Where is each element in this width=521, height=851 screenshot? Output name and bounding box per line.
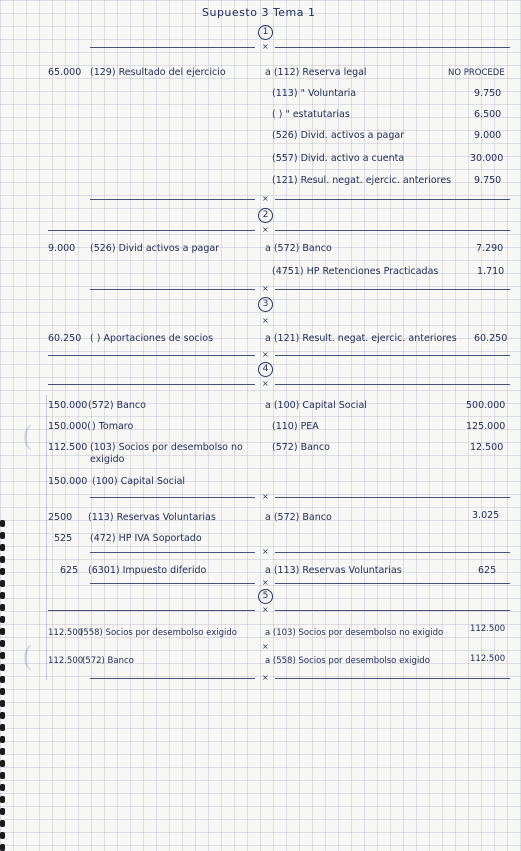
credit-amount: NO PROCEDE	[448, 68, 505, 78]
credit-account: (113) " Voluntaria	[272, 88, 357, 99]
credit-account: a (100) Capital Social	[265, 400, 367, 411]
debit-account: (6301) Impuesto diferido	[88, 565, 207, 576]
debit-amount: 150.000(	[48, 421, 91, 432]
cross-mark: ×	[262, 225, 269, 234]
credit-account: (526) Divid. activos a pagar	[272, 130, 405, 141]
debit-amount: 150.000	[48, 400, 88, 411]
credit-amount: 112.500	[470, 624, 506, 634]
debit-amount: 150.000	[48, 476, 88, 487]
rule	[48, 230, 255, 231]
credit-amount: 9.750	[474, 175, 502, 186]
margin-line	[46, 395, 47, 680]
debit-amount: 112.500	[48, 442, 88, 453]
rule	[90, 289, 255, 290]
spiral-hole	[0, 736, 5, 743]
credit-amount: 500.000	[466, 400, 506, 411]
credit-account: ( ) " estatutarias	[272, 109, 350, 120]
credit-account: (110) PEA	[272, 421, 319, 432]
spiral-hole	[0, 772, 5, 779]
spiral-hole	[0, 796, 5, 803]
rule	[90, 583, 255, 584]
rule	[275, 355, 510, 356]
spiral-hole	[0, 532, 5, 539]
credit-account: (572) Banco	[272, 442, 330, 453]
rule	[275, 199, 510, 200]
credit-amount: 60.250	[474, 333, 508, 344]
cross-mark: ×	[262, 350, 269, 359]
spiral-hole	[0, 520, 5, 527]
rule	[275, 289, 510, 290]
credit-account: a (572) Banco	[265, 243, 332, 254]
spiral-hole	[0, 724, 5, 731]
debit-amount: 525	[54, 533, 73, 544]
entry-number-3: 3	[258, 297, 273, 312]
pencil-mark: (	[22, 640, 33, 673]
spiral-hole	[0, 688, 5, 695]
spiral-hole	[0, 616, 5, 623]
debit-account: ( ) Aportaciones de socios	[90, 333, 214, 344]
debit-account: ) Tomaro	[92, 421, 134, 432]
page-title: Supuesto 3 Tema 1	[202, 6, 316, 19]
spiral-hole	[0, 784, 5, 791]
spiral-hole	[0, 580, 5, 587]
credit-amount: 6.500	[474, 109, 502, 120]
spiral-hole	[0, 748, 5, 755]
cross-mark: ×	[262, 194, 269, 203]
credit-amount: 112.500	[470, 654, 506, 664]
spiral-hole	[0, 676, 5, 683]
rule	[90, 497, 255, 498]
credit-account: (4751) HP Retenciones Practicadas	[272, 266, 439, 277]
credit-account: a (103) Socios por desembolso no exigido	[265, 628, 444, 638]
entry-number-2: 2	[258, 208, 273, 223]
rule	[275, 230, 510, 231]
entry-number-4: 4	[258, 362, 273, 377]
credit-account: (121) Resul. negat. ejercic. anteriores	[272, 175, 452, 186]
spiral-hole	[0, 556, 5, 563]
rule	[275, 47, 510, 48]
cross-mark: ×	[262, 578, 269, 587]
credit-amount: 125.000	[466, 421, 506, 432]
cross-mark: ×	[262, 284, 269, 293]
credit-amount: 9.750	[474, 88, 502, 99]
debit-account: (572) Banco	[88, 400, 146, 411]
credit-amount: 12.500	[470, 442, 504, 453]
rule	[275, 678, 510, 679]
spiral-hole	[0, 808, 5, 815]
rule	[275, 552, 510, 553]
credit-amount: 1.710	[477, 266, 505, 277]
credit-account: a (113) Reservas Voluntarias	[265, 565, 402, 576]
pencil-mark: (	[22, 420, 33, 453]
debit-amount: 9.000	[48, 243, 76, 254]
debit-account: (472) HP IVA Soportado	[90, 533, 202, 544]
rule	[90, 678, 255, 679]
debit-amount: 112.500	[48, 656, 84, 666]
credit-account: a (572) Banco	[265, 512, 332, 523]
rule	[275, 610, 510, 611]
debit-account: (558) Socios por desembolso exigido	[80, 628, 237, 638]
spiral-hole	[0, 640, 5, 647]
spiral-hole	[0, 568, 5, 575]
spiral-hole	[0, 604, 5, 611]
credit-account: (557) Divid. activo a cuenta	[272, 153, 405, 164]
debit-account: (103) Socios por desembolso no exigido	[90, 442, 243, 465]
rule	[48, 355, 255, 356]
debit-account: (572) Banco	[82, 656, 134, 666]
cross-mark: ×	[262, 379, 269, 388]
spiral-hole	[0, 664, 5, 671]
debit-amount: 60.250	[48, 333, 82, 344]
rule	[90, 552, 255, 553]
spiral-hole	[0, 712, 5, 719]
debit-account: (113) Reservas Voluntarias	[88, 512, 216, 523]
spiral-hole	[0, 544, 5, 551]
rule	[275, 384, 510, 385]
credit-amount: 7.290	[476, 243, 504, 254]
credit-account: a (121) Result. negat. ejercic. anteriores	[265, 333, 457, 344]
rule	[90, 199, 255, 200]
rule	[275, 497, 510, 498]
debit-account: (100) Capital Social	[92, 476, 186, 487]
debit-amount: 625	[60, 565, 79, 576]
spiral-hole	[0, 652, 5, 659]
debit-amount: 65.000	[48, 67, 82, 78]
cross-mark: ×	[262, 316, 269, 325]
rule	[275, 583, 510, 584]
cross-mark: ×	[262, 492, 269, 501]
debit-account: (526) Divid activos a pagar	[90, 243, 220, 254]
spiral-hole	[0, 760, 5, 767]
credit-amount: 9.000	[474, 130, 502, 141]
spiral-hole	[0, 628, 5, 635]
cross-mark: ×	[262, 547, 269, 556]
cross-mark: ×	[262, 605, 269, 614]
rule	[90, 47, 255, 48]
spiral-hole	[0, 820, 5, 827]
debit-account: (129) Resultado del ejercicio	[90, 67, 226, 78]
credit-amount: 3.025	[472, 510, 500, 521]
spiral-hole	[0, 700, 5, 707]
cross-mark: ×	[262, 642, 269, 651]
debit-amount: 2500	[48, 512, 73, 523]
debit-amount: 112.500	[48, 628, 84, 638]
entry-number-1: 1	[258, 25, 273, 40]
rule	[48, 610, 255, 611]
entry-number-5: 5	[258, 589, 273, 604]
cross-mark: ×	[262, 42, 269, 51]
spiral-hole	[0, 832, 5, 839]
rule	[48, 384, 255, 385]
spiral-binding	[0, 0, 6, 848]
credit-amount: 625	[478, 565, 497, 576]
spiral-hole	[0, 592, 5, 599]
cross-mark: ×	[262, 673, 269, 682]
credit-account: a (112) Reserva legal	[265, 67, 367, 78]
credit-account: a (558) Socios por desembolso exigido	[265, 656, 430, 666]
credit-amount: 30.000	[470, 153, 504, 164]
